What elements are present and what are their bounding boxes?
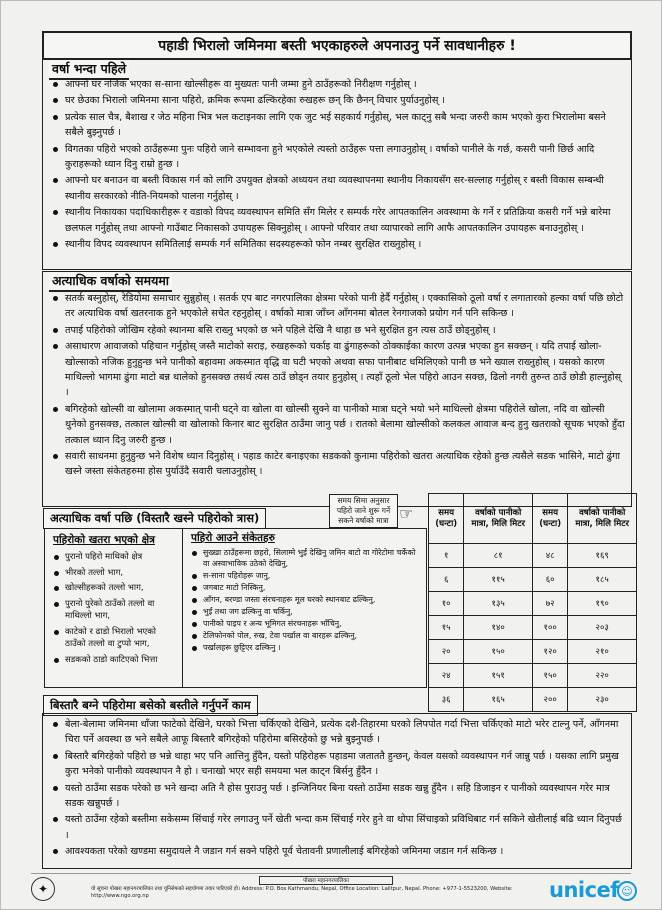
table-cell: १२०	[532, 640, 567, 664]
rainfall-threshold-callout: समय सिमा अनुसार पहिरो जाने शुरू गर्ने सकने वर्षाको मात्रा	[329, 494, 398, 528]
table-header-row	[429, 494, 637, 544]
list-item: असाधारण आवाजको पहिचान गर्नुहोस् जस्तै माटोको सराइ, रुखहरूको चर्काइ वा ढुंगाहरूको ठोक्काईका कारण उत्पन्न भएका हुन सक्छन् । यदि तपाई खोला-खोल्साको नजिक हुनुहुन्छ भने पानीको बहावमा अकस्मात वृद्धि वा घटी भएको अथवा सफा पानीबाट धमिलिएको पानी छ भने ख्याल राख्नुहोस् । यसको कारण माथिल्लो भागमा ढुंगा माटो बन्न थालेको हुनसक्छ तसर्थ त्यस ठाउँ छोड्न तयार हुनुहोस् । त्यहाँ ठूलो भेल पहिरो आउन सक्छ, ढिलो नगरी तुरुन्त ठाउँ छोडी हाल्नुहोस् ।	[51, 339, 627, 401]
list-item: आफ्नो घर नजिक भएका स-साना खोल्सीहरू वा मुख्यतः पानी जम्मा हुने ठाउँहरूको निरीक्षण गर्नुहोस् ।	[51, 77, 627, 92]
section-1-list	[51, 77, 627, 253]
table-cell: ८१	[464, 544, 533, 568]
table-row	[429, 616, 637, 640]
table-cell: ६	[429, 568, 464, 592]
column-header: समय (घन्टा)	[429, 494, 464, 544]
list-item: आँगन, बरण्डा जस्ता संरचनाहरू मूल घरको स्थानबाट ढल्किनु,	[191, 594, 420, 605]
table-cell: १६९	[568, 544, 637, 568]
section-2-list	[51, 291, 627, 481]
list-item: सवारी साधनमा हुनुहुन्छ भने विशेष ध्यान दिनुहोस् । पहाड काटेर बनाइएका सडकको कुनामा पहिरोको खतरा अत्याधिक रहेको हुन्छ त्यसैले सडक भासिने, माटो ढुंगा खस्ने जस्ता संकेतहरुमा होस पुर्याउँदै सवारी चलाउनुहोस् ।	[51, 449, 627, 480]
table-cell: २१०	[568, 640, 637, 664]
table-cell: २२०	[568, 664, 637, 688]
list-item: स-साना पहिरोहरू जानु,	[191, 570, 420, 581]
unicef-globe-icon: ☺	[617, 881, 637, 901]
list-item: सतर्क बस्नुहोस्, रेडियोमा समाचार सुन्नुहोस् । सतर्क एप बाट नगरपालिका क्षेत्रमा परेको पानी हेर्दै गर्नुहोस् । एक्कासिको ठूलो वर्षा र लगातारको हल्का वर्षा पछि छोटो तर अत्याधिक वर्षा खतरनाक हुने भएकोले सचेत रहनुहोस् । वर्षाको मात्रा जाँच्न आँगनमा बोतल रेनगाजको प्रयोग गर्न पनि सकिन्छ ।	[51, 291, 627, 322]
table-row	[429, 592, 637, 616]
list-item: खोल्सीहरूको तल्लो भाग,	[53, 582, 176, 595]
risk-area-heading: पहिरोको खतरा भएको क्षेत्र	[53, 534, 155, 546]
list-item: काटेको र ढाडो भिरालो भएको ठाउँको तल्लो वा टुप्पो भाग,	[53, 626, 176, 651]
table-cell: ६०	[532, 568, 567, 592]
list-item: पानीको पाइप र अन्य भूमिगत संरचनाहरू भाँचिनु,	[191, 618, 420, 629]
table-cell: १९०	[568, 592, 637, 616]
table-cell: १८५	[568, 568, 637, 592]
table-cell: १००	[532, 616, 567, 640]
section-3-heading: अत्याधिक वर्षा पछि (विस्तारै खस्ने पहिरोको त्रास)	[43, 508, 266, 529]
list-item: विगतका पहिरो भएको ठाउँहरूमा पुनः पहिरो जाने सम्भावना हुने भएकोले त्यस्तो ठाउँहरू पत्ता लगाउनुहोस् । वर्षाको पानीले के गर्छ, कसरी पानी छिर्छ आदि कुराहरूको ध्यान दिनु राम्रो हुन्छ ।	[51, 142, 627, 173]
list-item: पुरानो पहिरो माथिको क्षेत्र	[53, 551, 176, 564]
landslide-signs-heading: पहिरो आउने संकेतहरु	[191, 532, 275, 544]
landslide-signs-list	[183, 547, 426, 653]
table-row	[429, 640, 637, 664]
list-item: प्रत्येक साल चैत्र, बैशाख र जेठ महिना भित्र भल कटाइनका लागि एक जुट भई सहकार्य गर्नुहोस्, भल काट्नु सबै भन्दा जरुरी काम भएको कुरा भिरालोमा बसने सबैले बुझ्नुपर्छ ।	[51, 110, 627, 141]
list-item: बेला-बेलामा जमिनमा धाँजा फाटेको देखिने, घरको भित्ता चर्किएको देखिने, प्रत्येक दशै-तिहारमा घरको लिपपोत गर्दा भित्ता चर्किएको माटो भरेर टाल्नु पर्ने, आँगनमा चिरा पर्ने अवस्था छ भने सबैले आफू बिस्तारै बगिरहेको पहिरोमा बसिरहेको छु भन्ने बुझ्नुपर्छ ।	[51, 717, 627, 748]
column-header: समय (घन्टा)	[532, 494, 567, 544]
list-item: घर छेउका भिरालो जमिनमा साना पहिरो, क्रमिक रूपमा ढल्किरहेका रुखहरू छन् कि छैनन् विचार पुर्याउनुहोस् ।	[51, 93, 627, 108]
list-item: सडकको ठाडो काटिएको भित्ता	[53, 654, 176, 667]
table-cell: १५०	[532, 664, 567, 688]
column-header: वर्षाको पानीको मात्रा, मिलि मिटर	[464, 494, 533, 544]
list-item: बगिरहेको खोल्सी वा खोलामा अकस्मात् पानी घट्ने वा खोला वा खोल्सी सुक्ने वा पानीको मात्रा घट्ने भयो भने माथिल्लो क्षेत्रमा पहिरोले खोला, नदि वा खोल्सी थुनेको हुनसक्छ, तत्काल खोल्सी वा खोलाको किनार बाट सुरक्षित ठाउँमा जानु पर्छ । रातको बेलामा खोल्सीको कलकल आवाज बन्द हुनु खतराको सूचक भएको हुँदा तत्काल ध्यान दिनु जरुरी हुन्छ ।	[51, 402, 627, 448]
list-item: टेलिफोनको पोल, रुख, टेवा पर्खाल वा बारहरू ढल्किनु,	[191, 630, 420, 641]
list-item: स्थानीय निकायका पदाधिकारीहरू र वडाको विपद व्यवस्थापन समिति सँग मिलेर र सम्पर्क गरेर आपतकालिन अवस्थामा के गर्ने र प्रतिक्रिया कसरी गर्ने भन्ने बारेमा छलफल गर्नुहोस् तथा आफ्नो गाउँबाट निकासको उपायहरू सिक्नुहोस् । आफ्नो परिवार तथा व्यापारको लागि आफै आपतकालिन उपायहरू बनाउनुहोस् ।	[51, 205, 627, 236]
municipality-emblem-icon: ✦	[31, 877, 55, 901]
table-cell: ११५	[464, 568, 533, 592]
list-item: यस्तो ठाउँमा सडक परेको छ भने खन्दा अति नै होस पुराउनु पर्छ । इन्जिनियर बिना यस्तो ठाउँमा सडक खन्नु हुँदैन । सहि डिजाइन र पानीको व्यवस्थापन गरेर मात्र सडक खन्नुपर्छ ।	[51, 781, 627, 812]
table-cell: २००	[532, 688, 567, 712]
risk-area-box	[44, 528, 183, 688]
section-4-heading: बिस्तारै बग्ने पहिरोमा बसेको बस्तीले गर्नुपर्ने काम	[43, 695, 258, 716]
list-item: यस्तो ठाउँमा रहेको बस्तीमा सकेसम्म सिंचाई गरेर लगाउनु पर्ने खेती भन्दा कम सिंचाई गरेर हुने वा थोपा सिंचाइको प्रविधिबाट गर्न सकिने खेतीलाई बढि ध्यान दिनुपर्छ ।	[51, 812, 627, 843]
table-cell: २४	[429, 664, 464, 688]
table-cell: १४०	[464, 616, 533, 640]
table-cell: १०	[429, 592, 464, 616]
table-cell: ७२	[532, 592, 567, 616]
section-1-heading: वर्षा भन्दा पहिले	[49, 60, 129, 80]
table-cell: २०	[429, 640, 464, 664]
table-row	[429, 544, 637, 568]
section-2-heading: अत्याधिक वर्षाको समयमा	[49, 272, 172, 292]
table-cell: १५	[429, 616, 464, 640]
list-item: सुख्खा ठाउँहरूमा छहरो, सिलाम्मे भुईं देखिनु जमिन बाटो वा गोरेटोमा चर्केको वा अस्वाभाविक उठेको देखिनु,	[191, 547, 420, 569]
list-item: आफ्नो घर बनाउन वा बस्ती विकास गर्न को लागि उपयुक्त क्षेत्रको अध्ययन तथा व्यवस्थापनमा स्थानीय निकायसँग सर-सल्लाह गर्नुहोस् र बस्ती विकास सम्बन्धी स्थानीय सरकारको नीति-नियमको पालना गर्नुहोस् ।	[51, 173, 627, 204]
list-item: स्थानीय विपद व्यवस्थापन समितिलाई सम्पर्क गर्न समितिका सदस्यहरूको फोन नम्बर सुरक्षित राख्नुहोस् ।	[51, 237, 627, 252]
list-item: पर्खालहरू छुट्टिएर ढल्किनु ।	[191, 642, 420, 653]
table-cell: २०३	[568, 616, 637, 640]
table-cell: १३५	[464, 592, 533, 616]
list-item: भुईं तथा जग ढल्किनु वा चर्किनु,	[191, 606, 420, 617]
table-cell: ३६	[429, 688, 464, 712]
list-item: आवश्यकता परेको खण्डमा समुदायले नै जडान गर्न सक्ने पहिरो पूर्व चेतावनी प्रणालीलाई बगिरहेको जमिनमा जडान गर्न सकिन्छ ।	[51, 844, 627, 859]
pointing-hand-icon: ☞	[399, 504, 414, 523]
column-header: वर्षाको पानीको मात्रा, मिलि मिटर	[568, 494, 637, 544]
table-row	[429, 688, 637, 712]
footer	[31, 873, 631, 901]
table-cell: १६५	[464, 688, 533, 712]
footer-text: यो सूचना पोखरा महानगरपालिका तथा यूनिसेफको सहयोगमा तयार पारिएको हो। Address: P.O. Box Kathmandu, Nepal, Office Location: Lalitpur, Nepal. Phone: +977-1-5523200, Website: http://www.ngo.org.np	[91, 886, 513, 899]
risk-area-list	[45, 551, 182, 666]
list-item: बिस्तारै बगिरहेको पहिरो छ भन्ने थाहा भए पनि आत्तिनु हुँदैन, यस्तो पहिरोहरू पहाडमा जताततै हुन्छन्, केवल यसको व्यवस्थापन गर्न जान्नु पर्छ । यसका लागि प्रमुख कुरा भनेको पानीको व्यवस्थापन नै हो । चनाखो भएर सही समयमा भल काट्न बिर्सनु हुँदैन ।	[51, 749, 627, 780]
poster-title: पहाडी भिरालो जमिनमा बस्ती भएकाहरुले अपनाउनु पर्ने सावधानीहरु !	[42, 31, 632, 60]
table-cell: २३०	[568, 688, 637, 712]
table-cell: १५०	[464, 640, 533, 664]
unicef-logo: unicef	[549, 878, 619, 902]
landslide-signs-box	[182, 528, 427, 688]
list-item: जगबाट माटो निस्किनु,	[191, 582, 420, 593]
footer-seal: पोखरा महानगरपालिका	[259, 876, 393, 885]
table-cell: ४८	[532, 544, 567, 568]
table-cell: १	[429, 544, 464, 568]
list-item: तपाई पहिरोको जोखिम रहेको स्थानमा बसि राख्नु भएको छ भने पहिले देखि नै थाहा छ भने सुरक्षित हुन त्यस ठाउँ छोड्नुहोस् ।	[51, 323, 627, 338]
rainfall-threshold-table	[428, 493, 637, 712]
table-row	[429, 568, 637, 592]
table-cell: १५१	[464, 664, 533, 688]
list-item: भीरको तल्लो भाग,	[53, 567, 176, 580]
table-row	[429, 664, 637, 688]
rainfall-table-body	[429, 544, 637, 712]
section-4-list	[51, 717, 627, 861]
list-item: पुरानो पुरेको ठाउँको तल्लो वा माथिल्लो भाग,	[53, 598, 176, 623]
